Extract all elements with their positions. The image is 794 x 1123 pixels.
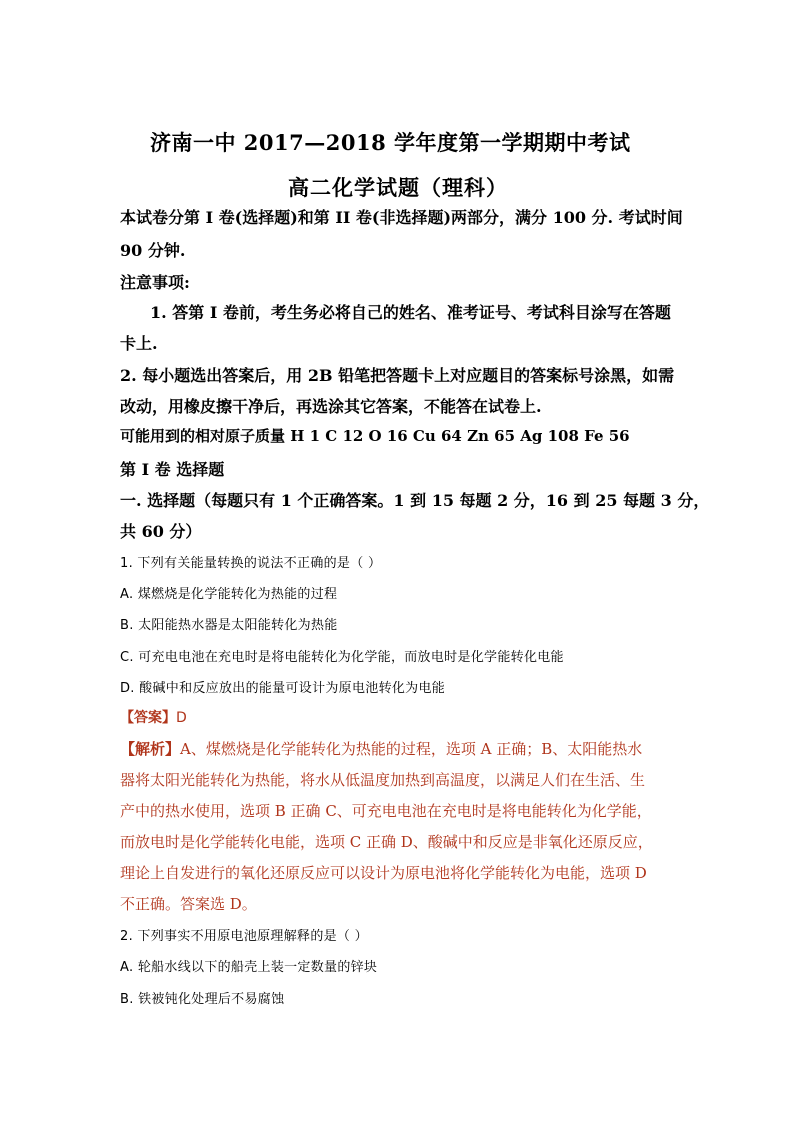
intro-line-1: 本试卷分第 I 卷(选择题)和第 II 卷(非选择题)两部分，满分 100 分. 考试时间: [120, 208, 683, 227]
q1-option-b: B. 太阳能热水器是太阳能转化为热能: [120, 618, 338, 633]
q2-option-b: B. 铁被钝化处理后不易腐蚀: [120, 992, 285, 1007]
q1-option-a: A. 煤燃烧是化学能转化为热能的过程: [120, 587, 338, 602]
analysis-text: A、煤燃烧是化学能转化为热能的过程，选项 A 正确；B、太阳能热水: [180, 740, 643, 758]
q1-option-c: C. 可充电电池在充电时是将电能转化为化学能，而放电时是化学能转化电能: [120, 650, 564, 665]
answer-tag: 【答案】: [120, 710, 176, 726]
notice-heading: 注意事项:: [120, 273, 190, 292]
exam-subtitle: 高二化学试题（理科）: [288, 175, 508, 200]
notice-item-2-line-2: 改动，用橡皮擦干净后，再选涂其它答案，不能答在试卷上.: [120, 397, 542, 416]
notice-item-2-line-1: 2. 每小题选出答案后，用 2B 铅笔把答题卡上对应题目的答案标号涂黑，如需: [120, 366, 675, 385]
exam-title: 济南一中 2017—2018 学年度第一学期期中考试: [150, 130, 631, 155]
q2-option-a: A. 轮船水线以下的船壳上装一定数量的锌块: [120, 960, 378, 975]
q1-stem: 1. 下列有关能量转换的说法不正确的是（ ）: [120, 556, 382, 571]
analysis-tag: 【解析】: [120, 740, 181, 758]
q1-analysis-line-3: 产中的热水使用，选项 B 正确 C、可充电电池在充电时是将电能转化为化学能，: [120, 802, 652, 820]
q1-analysis-line-6: 不正确。答案选 D。: [120, 895, 257, 913]
q2-stem: 2. 下列事实不用原电池原理解释的是（ ）: [120, 929, 368, 944]
q1-analysis-line-5: 理论上自发进行的氧化还原反应可以设计为原电池将化学能转化为电能，选项 D: [120, 864, 647, 882]
section-heading: 第 I 卷 选择题: [120, 460, 225, 479]
q1-analysis-line-2: 器将太阳光能转化为热能，将水从低温度加热到高温度，以满足人们在生活、生: [120, 771, 646, 789]
notice-item-1-line-2: 卡上.: [120, 334, 158, 353]
q1-analysis-line-4: 而放电时是化学能转化电能，选项 C 正确 D、酸碱中和反应是非氧化还原反应，: [120, 833, 653, 851]
intro-line-2: 90 分钟.: [120, 241, 186, 260]
section-part-line-1: 一. 选择题（每题只有 1 个正确答案。1 到 15 每题 2 分，16 到 25 每题 3 分，: [120, 491, 710, 510]
q1-analysis-line-1: [120, 738, 642, 759]
notice-item-1-line-1: 1. 答第 I 卷前，考生务必将自己的姓名、准考证号、考试科目涂写在答题: [150, 303, 671, 322]
atomic-masses: 可能用到的相对原子质量 H 1 C 12 O 16 Cu 64 Zn 65 Ag 108 Fe 56: [120, 427, 630, 445]
section-part-line-2: 共 60 分）: [120, 522, 202, 541]
q1-option-d: D. 酸碱中和反应放出的能量可设计为原电池转化为电能: [120, 681, 446, 696]
q1-answer: [120, 707, 187, 727]
answer-value: D: [176, 710, 187, 726]
